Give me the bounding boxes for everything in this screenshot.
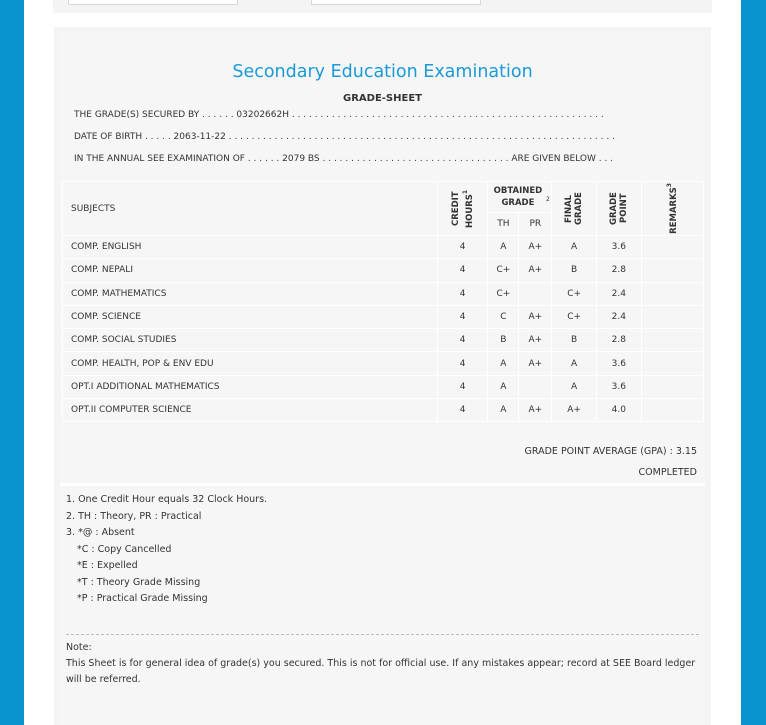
pr-grade-cell: A+: [519, 352, 552, 375]
legend-credit-hour: 1. One Credit Hour equals 32 Clock Hours.: [66, 494, 268, 505]
note-section: [66, 640, 697, 688]
legend-theory-missing: *T : Theory Grade Missing: [77, 576, 201, 588]
th-grade-cell: C+: [488, 259, 519, 282]
note-label: Note:: [66, 642, 92, 653]
subject-cell: OPT.I ADDITIONAL MATHEMATICS: [63, 375, 438, 398]
remarks-header: REMARKS$^3$: [641, 182, 703, 236]
date-of-birth-field[interactable]: [311, 0, 481, 5]
gpa-summary: GRADE POINT AVERAGE (GPA) : 3.15: [524, 446, 697, 457]
grade-point-cell: 3.6: [596, 236, 641, 259]
grade-point-cell: 3.6: [596, 352, 641, 375]
note-divider: [66, 634, 699, 635]
credit-cell: 4: [437, 236, 488, 259]
final-grade-cell: C+: [552, 305, 597, 328]
credit-cell: 4: [437, 352, 488, 375]
credit-hours-header: CREDIT HOURS$^1$: [437, 182, 488, 236]
pr-grade-cell: A+: [519, 399, 552, 422]
final-grade-cell: B: [552, 259, 597, 282]
final-grade-cell: B: [552, 329, 597, 352]
page-container: [24, 0, 741, 725]
pr-header: PR: [519, 213, 552, 236]
grade-sheet: [54, 27, 711, 725]
grades-body: [63, 236, 704, 422]
pr-grade-cell: A+: [519, 329, 552, 352]
subject-cell: COMP. NEPALI: [63, 259, 438, 282]
credit-cell: 4: [437, 399, 488, 422]
subject-cell: COMP. HEALTH, POP & ENV EDU: [63, 352, 438, 375]
final-grade-cell: C+: [552, 282, 597, 305]
pr-grade-cell: A+: [519, 305, 552, 328]
result-status: COMPLETED: [638, 467, 697, 478]
legend-absent: 3. *@ : Absent: [66, 527, 135, 538]
remarks-cell: [641, 329, 703, 352]
pr-grade-cell: [519, 375, 552, 398]
credit-cell: 4: [437, 259, 488, 282]
th-grade-cell: A: [488, 375, 519, 398]
grades-table: [62, 181, 704, 422]
grade-point-cell: 2.8: [596, 329, 641, 352]
pr-grade-cell: [519, 282, 552, 305]
subject-cell: OPT.II COMPUTER SCIENCE: [63, 399, 438, 422]
th-grade-cell: C+: [488, 282, 519, 305]
table-row: [63, 329, 704, 352]
date-of-birth-line: DATE OF BIRTH . . . . . 2063-11-22 . . . . . . . . . . . . . . . . . . . . . . . . . . . . . . . . . . . . . . . . . . . . . . . . . . . . . . . . . . . . . . . . . . . .: [74, 132, 615, 142]
remarks-cell: [641, 375, 703, 398]
subject-cell: COMP. SOCIAL STUDIES: [63, 329, 438, 352]
credit-cell: 4: [437, 305, 488, 328]
table-row: [63, 259, 704, 282]
subject-cell: COMP. SCIENCE: [63, 305, 438, 328]
note-text: This Sheet is for general idea of grade(s) you secured. This is not for official use. If any mistakes appear; record at SEE Board ledger will be referred.: [66, 658, 696, 685]
credit-cell: 4: [437, 375, 488, 398]
th-grade-cell: A: [488, 236, 519, 259]
pr-grade-cell: A+: [519, 236, 552, 259]
subjects-header: SUBJECTS: [63, 182, 438, 236]
final-grade-cell: A: [552, 375, 597, 398]
grade-point-header: GRADE POINT: [596, 182, 641, 236]
subject-cell: COMP. ENGLISH: [63, 236, 438, 259]
grade-sheet-body: [60, 33, 705, 725]
th-grade-cell: C: [488, 305, 519, 328]
section-divider: [60, 483, 705, 486]
grade-point-cell: 4.0: [596, 399, 641, 422]
grade-point-cell: 2.4: [596, 305, 641, 328]
th-grade-cell: A: [488, 352, 519, 375]
legend-practical-missing: *P : Practical Grade Missing: [77, 593, 208, 604]
grade-sheet-heading: GRADE-SHEET: [343, 93, 422, 104]
grade-point-cell: 2.8: [596, 259, 641, 282]
table-row: [63, 236, 704, 259]
final-grade-cell: A+: [552, 399, 597, 422]
table-row: [63, 375, 704, 398]
legend-copy-cancelled: *C : Copy Cancelled: [77, 543, 172, 555]
final-grade-cell: A: [552, 352, 597, 375]
subject-cell: COMP. MATHEMATICS: [63, 282, 438, 305]
table-row: [63, 399, 704, 422]
remarks-cell: [641, 259, 703, 282]
remarks-cell: [641, 282, 703, 305]
credit-cell: 4: [437, 282, 488, 305]
exam-year-line: IN THE ANNUAL SEE EXAMINATION OF . . . . . . 2079 BS . . . . . . . . . . . . . . . . . . . . . . . . . . . . . . . . . ARE GIVEN BELOW . . .: [74, 154, 614, 164]
remarks-cell: [641, 305, 703, 328]
remarks-cell: [641, 399, 703, 422]
final-grade-header: FINAL GRADE: [552, 182, 597, 236]
legend-expelled: *E : Expelled: [77, 560, 138, 571]
pr-grade-cell: A+: [519, 259, 552, 282]
legend: [66, 492, 267, 608]
table-row: [63, 352, 704, 375]
credit-cell: 4: [437, 329, 488, 352]
th-grade-cell: A: [488, 399, 519, 422]
table-row: [63, 282, 704, 305]
symbol-number-field[interactable]: [68, 0, 238, 5]
remarks-cell: [641, 236, 703, 259]
search-form-strip: [53, 0, 712, 13]
exam-title: Secondary Education Examination: [232, 62, 533, 82]
th-header: TH: [488, 213, 519, 236]
grade-point-cell: 2.4: [596, 282, 641, 305]
final-grade-cell: A: [552, 236, 597, 259]
th-grade-cell: B: [488, 329, 519, 352]
table-row: [63, 305, 704, 328]
secured-by-line: THE GRADE(S) SECURED BY . . . . . . 03202662H . . . . . . . . . . . . . . . . . . . . . . . . . . . . . . . . . . . . . . . . . . . . . . . . . . . . . . .: [74, 110, 604, 120]
legend-th-pr: 2. TH : Theory, PR : Practical: [66, 510, 202, 522]
remarks-cell: [641, 352, 703, 375]
obtained-grade-header: OBTAINED GRADE $^2$: [488, 182, 552, 213]
grade-point-cell: 3.6: [596, 375, 641, 398]
